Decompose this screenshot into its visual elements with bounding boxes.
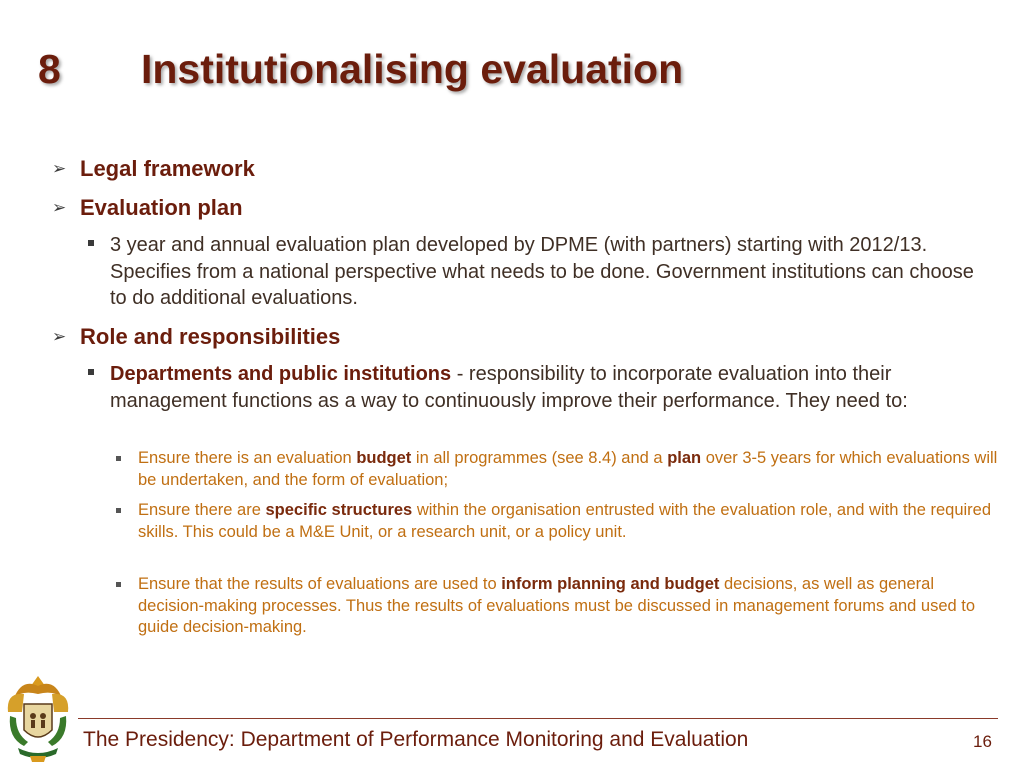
sub-item-structures: [138, 500, 998, 543]
sub-item-results: [138, 574, 998, 639]
sub1-text-e: over 3-5 years for which evaluations will be undertaken, and the form of evaluation;: [138, 449, 998, 489]
square-bullet-icon: [88, 240, 94, 246]
slide-title-text: Institutionalising evaluation: [141, 46, 684, 92]
square-bullet-icon: [88, 369, 94, 375]
sub-item-budget: [138, 448, 998, 491]
bullet-legal-framework: Legal framework: [80, 156, 255, 181]
sub1-text-a: Ensure there is an evaluation: [138, 449, 357, 467]
arrow-bullet-icon: ➢: [52, 198, 67, 217]
arrow-bullet-icon: ➢: [52, 327, 67, 346]
square-bullet-icon: [116, 456, 121, 461]
bullet-evaluation-plan: Evaluation plan: [80, 195, 243, 220]
sub1-bold-budget: budget: [356, 449, 412, 467]
departments-item: [110, 361, 990, 414]
bullet-roles: Role and responsibilities: [80, 324, 341, 349]
sub1-bold-plan: plan: [667, 449, 702, 467]
square-bullet-icon: [116, 582, 121, 587]
coat-of-arms-logo: [4, 672, 72, 764]
page-number: 16: [973, 732, 992, 751]
slide-number: 8: [38, 46, 61, 92]
sub3-text-c: decisions, as well as general decision-making processes. Thus the results of evaluations must be discussed in management forums and used to guide decision-making.: [138, 575, 976, 637]
slide-title: [38, 46, 683, 106]
arrow-bullet-icon: ➢: [52, 159, 67, 178]
footer-organisation: The Presidency: Department of Performance Monitoring and Evaluation: [83, 728, 749, 751]
sub3-bold-inform: inform planning and budget: [501, 575, 720, 593]
sub2-text-c: within the organisation entrusted with the evaluation role, and with the required skills. This could be a M&E Unit, or a research unit, or a policy unit.: [138, 501, 992, 541]
departments-text: - responsibility to incorporate evaluation into their management functions as a way to continuously improve their performance. They need to:: [110, 363, 908, 412]
departments-bold: Departments and public institutions: [110, 363, 452, 385]
plan-detail: 3 year and annual evaluation plan developed by DPME (with partners) starting with 2012/13. Specifies from a national perspective what needs to be done. Government institutions can choose to do additional evaluations.: [110, 234, 974, 309]
sub2-bold-structures: specific structures: [265, 501, 413, 519]
square-bullet-icon: [116, 508, 121, 513]
footer-divider: [78, 718, 998, 719]
sub3-text-a: Ensure that the results of evaluations are used to: [138, 575, 502, 593]
sub2-text-a: Ensure there are: [138, 501, 266, 519]
sub1-text-c: in all programmes (see 8.4) and a: [411, 449, 668, 467]
